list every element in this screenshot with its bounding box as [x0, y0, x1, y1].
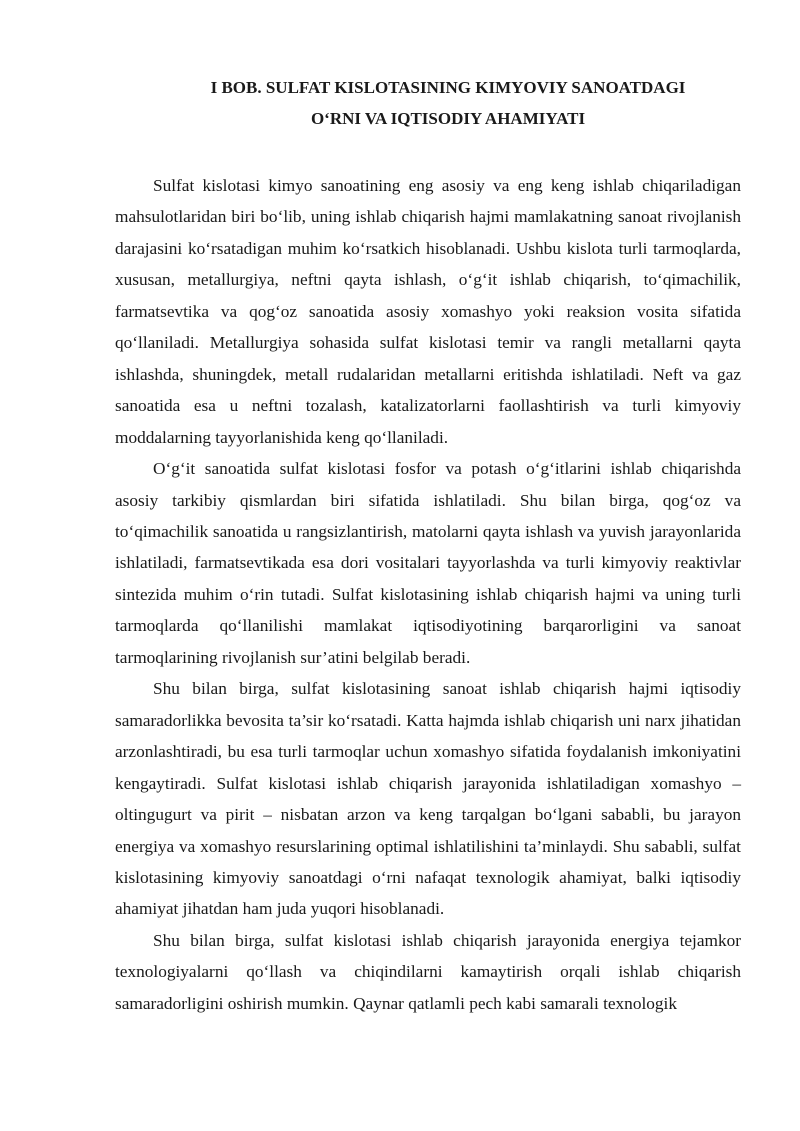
paragraph: Shu bilan birga, sulfat kislotasi ishlab chiqarish jarayonida energiya tejamkor texnologiyalarni qo‘llash va chiqindilarni kamaytirish orqali ishlab chiqarish samaradorligini oshirish mumkin. Qaynar qatlamli pech kabi samarali texnologik: [115, 930, 741, 1013]
paragraph: Shu bilan birga, sulfat kislotasining sanoat ishlab chiqarish hajmi iqtisodiy samaradorlikka bevosita ta’sir ko‘rsatadi. Katta hajmda ishlab chiqarish uni narx jihatidan arzonlashtiradi, bu esa turli tarmoqlar uchun xomashyo sifatida foydalanish imkoniyatini kengaytiradi. Sulfat kislotasi ishlab chiqarish jarayonida ishlatiladigan xomashyo – oltingugurt va pirit – nisbatan arzon va keng tarqalgan bo‘lgani sababli, bu jarayon energiya va xomashyo resurslarining optimal ishlatilishini ta’minlaydi. Shu sababli, sulfat kislotasining kimyoviy sanoatdagi o‘rni nafaqat texnologik ahamiyat, balki iqtisodiy ahamiyat jihatdan ham juda yuqori hisoblanadi.: [115, 679, 741, 919]
chapter-title-line-1: I BOB. SULFAT KISLOTASINING KIMYOVIY SANOATDAGI: [210, 78, 686, 97]
body-text: [115, 170, 741, 1019]
paragraph: Sulfat kislotasi kimyo sanoatining eng asosiy va eng keng ishlab chiqariladigan mahsulotlaridan biri bo‘lib, uning ishlab chiqarish hajmi mamlakatning sanoat rivojlanish darajasini ko‘rsatadigan muhim ko‘rsatkich hisoblanadi. Ushbu kislota turli tarmoqlarda, xususan, metallurgiya, neftni qayta ishlash, o‘g‘it ishlab chiqarish, to‘qimachilik, farmatsevtika va qog‘oz sanoatida asosiy xomashyo yoki reaksion vosita sifatida qo‘llaniladi. Metallurgiya sohasida sulfat kislotasi temir va rangli metallarni qayta ishlashda, shuningdek, metall rudalaridan metallarni eritishda ishlatiladi. Neft va gaz sanoatida esa u neftni tozalash, katalizatorlarni faollashtirish va turli kimyoviy moddalarning tayyorlanishida keng qo‘llaniladi.: [115, 176, 741, 447]
chapter-title-line-2: O‘RNI VA IQTISODIY AHAMIYATI: [310, 109, 586, 128]
chapter-title: [115, 72, 741, 134]
paragraph: O‘g‘it sanoatida sulfat kislotasi fosfor va potash o‘g‘itlarini ishlab chiqarishda asosiy tarkibiy qismlardan biri sifatida ishlatiladi. Shu bilan birga, qog‘oz va to‘qimachilik sanoatida u rangsizlantirish, matolarni qayta ishlash va yuvish jarayonlarida ishlatiladi, farmatsevtikada esa dori vositalari tayyorlashda va turli kimyoviy reaktivlar sintezida muhim o‘rin tutadi. Sulfat kislotasining ishlab chiqarish hajmi va uning turli tarmoqlarda qo‘llanilishi mamlakat iqtisodiyotining barqarorligini va sanoat tarmoqlarining rivojlanish sur’atini belgilab beradi.: [115, 459, 741, 667]
